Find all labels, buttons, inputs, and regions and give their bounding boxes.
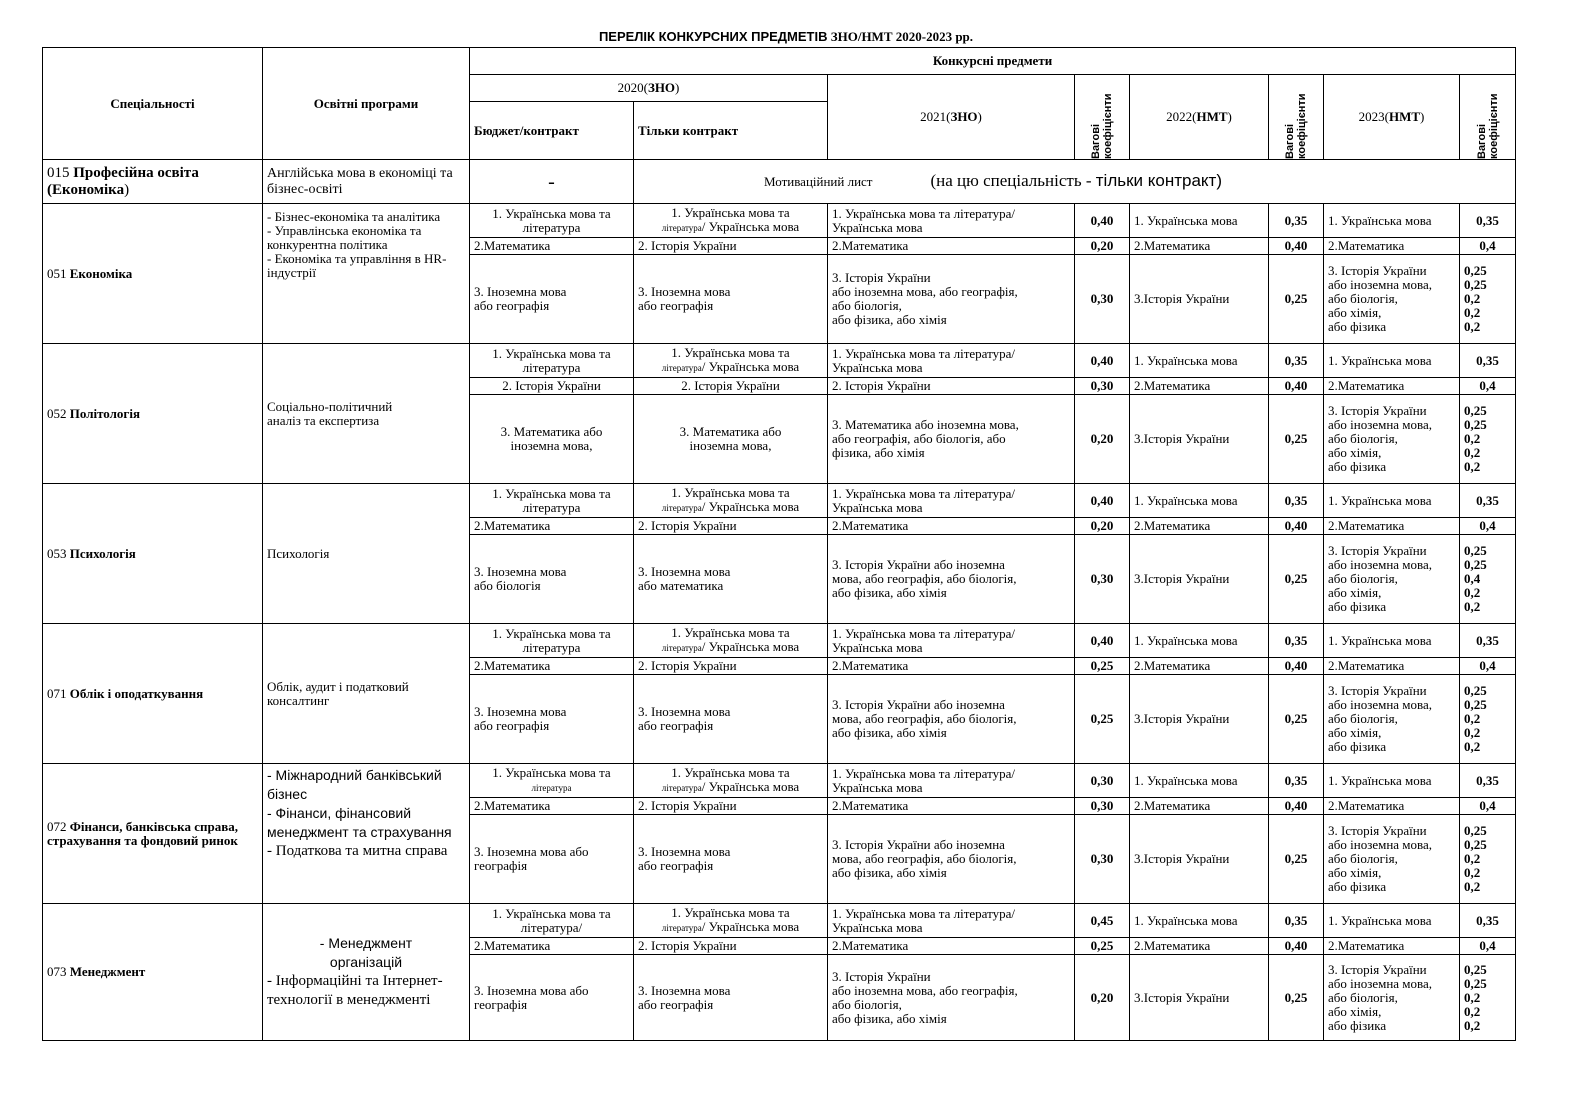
w2022-071-1: 0,35 bbox=[1269, 624, 1324, 658]
s2022-071-1: 1. Українська мова bbox=[1130, 624, 1269, 658]
s2022-073-2: 2.Математика bbox=[1130, 938, 1269, 955]
s2021-051-2: 2.Математика bbox=[828, 238, 1075, 255]
header-2020: 2020(ЗНО) bbox=[470, 75, 828, 102]
s2021-072-1: 1. Українська мова та література/ Українська мова bbox=[828, 764, 1075, 798]
w2023-071-1: 0,35 bbox=[1460, 624, 1516, 658]
w2022-052-1: 0,35 bbox=[1269, 344, 1324, 378]
w2023-071-2: 0,4 bbox=[1460, 658, 1516, 675]
w2021-073-1: 0,45 bbox=[1075, 904, 1130, 938]
w2023-052-3: 0,25 0,25 0,2 0,2 0,2 bbox=[1460, 395, 1516, 484]
row-071-subject-1 bbox=[43, 624, 1516, 658]
program-073: - Менеджмент організацій - Інформаційні та Інтернет-технології в менеджменті bbox=[263, 904, 470, 1041]
header-programs: Освітні програми bbox=[263, 48, 470, 160]
header-2023: 2023(НМТ) bbox=[1324, 75, 1460, 160]
s2020b-072-2: 2. Історія України bbox=[634, 798, 828, 815]
w2023-051-2: 0,4 bbox=[1460, 238, 1516, 255]
s2022-051-3: 3.Історія України bbox=[1130, 255, 1269, 344]
s2020a-073-1: 1. Українська мова та література/ bbox=[470, 904, 634, 938]
s2021-071-2: 2.Математика bbox=[828, 658, 1075, 675]
s2022-051-1: 1. Українська мова bbox=[1130, 204, 1269, 238]
s2022-053-2: 2.Математика bbox=[1130, 518, 1269, 535]
subjects-table bbox=[42, 47, 1516, 1041]
s2023-051-1: 1. Українська мова bbox=[1324, 204, 1460, 238]
w2022-051-2: 0,40 bbox=[1269, 238, 1324, 255]
s2020a-052-1: 1. Українська мова та література bbox=[470, 344, 634, 378]
w2022-052-3: 0,25 bbox=[1269, 395, 1324, 484]
s2022-052-3: 3.Історія України bbox=[1130, 395, 1269, 484]
s2023-053-2: 2.Математика bbox=[1324, 518, 1460, 535]
s2022-073-1: 1. Українська мова bbox=[1130, 904, 1269, 938]
w2023-073-2: 0,4 bbox=[1460, 938, 1516, 955]
s2020b-072-3: 3. Іноземна мова або географія bbox=[634, 815, 828, 904]
document-title bbox=[0, 29, 1572, 45]
w2023-052-2: 0,4 bbox=[1460, 378, 1516, 395]
s2021-052-3: 3. Математика або іноземна мова, або географія, або біологія, або фізика, або хімія bbox=[828, 395, 1075, 484]
w2022-073-3: 0,25 bbox=[1269, 955, 1324, 1041]
w2023-072-1: 0,35 bbox=[1460, 764, 1516, 798]
s2021-053-1: 1. Українська мова та література/ Українська мова bbox=[828, 484, 1075, 518]
title-bold: ПЕРЕЛІК КОНКУРСНИХ ПРЕДМЕТІВ bbox=[598, 29, 828, 44]
s2020b-071-2: 2. Історія України bbox=[634, 658, 828, 675]
program-052: Соціально-політичний аналіз та експертиза bbox=[263, 344, 470, 484]
s2022-072-1: 1. Українська мова bbox=[1130, 764, 1269, 798]
w2023-052-1: 0,35 bbox=[1460, 344, 1516, 378]
w2021-051-3: 0,30 bbox=[1075, 255, 1130, 344]
w2023-073-1: 0,35 bbox=[1460, 904, 1516, 938]
w2021-052-3: 0,20 bbox=[1075, 395, 1130, 484]
header-specialties: Спеціальності bbox=[43, 48, 263, 160]
s2020a-053-2: 2.Математика bbox=[470, 518, 634, 535]
s2020a-072-3: 3. Іноземна мова або географія bbox=[470, 815, 634, 904]
header-weights-2022: Вагові коефіцієнти bbox=[1269, 75, 1324, 160]
s2023-053-1: 1. Українська мова bbox=[1324, 484, 1460, 518]
specialty-053: 053 Психологія bbox=[43, 484, 263, 624]
w2023-072-3: 0,25 0,25 0,2 0,2 0,2 bbox=[1460, 815, 1516, 904]
s2021-051-1: 1. Українська мова та література/ Українська мова bbox=[828, 204, 1075, 238]
s2021-072-2: 2.Математика bbox=[828, 798, 1075, 815]
s2023-052-3: 3. Історія України або іноземна мова, або біологія, або хімія, або фізика bbox=[1324, 395, 1460, 484]
w2021-051-1: 0,40 bbox=[1075, 204, 1130, 238]
s2022-051-2: 2.Математика bbox=[1130, 238, 1269, 255]
s2023-051-2: 2.Математика bbox=[1324, 238, 1460, 255]
s2023-052-2: 2.Математика bbox=[1324, 378, 1460, 395]
s2020a-053-1: 1. Українська мова та література bbox=[470, 484, 634, 518]
w2022-051-1: 0,35 bbox=[1269, 204, 1324, 238]
row-052-subject-1 bbox=[43, 344, 1516, 378]
s2020b-071-3: 3. Іноземна мова або географія bbox=[634, 675, 828, 764]
program-015: Англійська мова в економіці та бізнес-освіті bbox=[263, 160, 470, 204]
w2023-053-1: 0,35 bbox=[1460, 484, 1516, 518]
s2022-052-1: 1. Українська мова bbox=[1130, 344, 1269, 378]
title-rest: ЗНО/НМТ 2020-2023 рр. bbox=[827, 29, 974, 44]
s2020a-073-2: 2.Математика bbox=[470, 938, 634, 955]
header-budget-contract: Бюджет/контракт bbox=[470, 102, 634, 160]
w2022-053-1: 0,35 bbox=[1269, 484, 1324, 518]
specialty-051: 051 Економіка bbox=[43, 204, 263, 344]
w2022-072-2: 0,40 bbox=[1269, 798, 1324, 815]
w2022-073-2: 0,40 bbox=[1269, 938, 1324, 955]
w2022-072-1: 0,35 bbox=[1269, 764, 1324, 798]
w2023-073-3: 0,25 0,25 0,2 0,2 0,2 bbox=[1460, 955, 1516, 1041]
motivation-letter: Мотиваційний лист (на цю спеціальність - тільки контракт) bbox=[634, 160, 1516, 204]
s2021-051-3: 3. Історія України або іноземна мова, або географія, або біологія, або фізика, або хімія bbox=[828, 255, 1075, 344]
w2022-052-2: 0,40 bbox=[1269, 378, 1324, 395]
header-competitive-subjects: Конкурсні предмети bbox=[470, 48, 1516, 75]
header-2022: 2022(НМТ) bbox=[1130, 75, 1269, 160]
s2022-073-3: 3.Історія України bbox=[1130, 955, 1269, 1041]
s2020b-052-3: 3. Математика або іноземна мова, bbox=[634, 395, 828, 484]
w2021-071-2: 0,25 bbox=[1075, 658, 1130, 675]
header-weights-2023: Вагові коефіцієнти bbox=[1460, 75, 1516, 160]
w2023-051-1: 0,35 bbox=[1460, 204, 1516, 238]
s2020b-051-2: 2. Історія України bbox=[634, 238, 828, 255]
w2021-053-1: 0,40 bbox=[1075, 484, 1130, 518]
s2020a-051-3: 3. Іноземна мова або географія bbox=[470, 255, 634, 344]
specialty-071: 071 Облік і оподаткування bbox=[43, 624, 263, 764]
s2021-052-1: 1. Українська мова та література/ Українська мова bbox=[828, 344, 1075, 378]
w2023-071-3: 0,25 0,25 0,2 0,2 0,2 bbox=[1460, 675, 1516, 764]
w2023-072-2: 0,4 bbox=[1460, 798, 1516, 815]
s2020a-073-3: 3. Іноземна мова або географія bbox=[470, 955, 634, 1041]
w2021-073-3: 0,20 bbox=[1075, 955, 1130, 1041]
w2021-073-2: 0,25 bbox=[1075, 938, 1130, 955]
s2020a-071-1: 1. Українська мова та література bbox=[470, 624, 634, 658]
program-071: Облік, аудит і податковий консалтинг bbox=[263, 624, 470, 764]
s2023-051-3: 3. Історія України або іноземна мова, або біологія, або хімія, або фізика bbox=[1324, 255, 1460, 344]
s2022-053-3: 3.Історія України bbox=[1130, 535, 1269, 624]
s2021-073-3: 3. Історія України або іноземна мова, або географія, або біологія, або фізика, або хімія bbox=[828, 955, 1075, 1041]
header-2021: 2021(ЗНО) bbox=[828, 75, 1075, 160]
row-015 bbox=[43, 160, 1516, 204]
row-053-subject-1 bbox=[43, 484, 1516, 518]
w2021-072-2: 0,30 bbox=[1075, 798, 1130, 815]
s2021-072-3: 3. Історія України або іноземна мова, або географія, або біологія, або фізика, або хімія bbox=[828, 815, 1075, 904]
w2021-072-3: 0,30 bbox=[1075, 815, 1130, 904]
s2020a-051-1: 1. Українська мова та література bbox=[470, 204, 634, 238]
s2021-071-3: 3. Історія України або іноземна мова, або географія, або біологія, або фізика, або хімія bbox=[828, 675, 1075, 764]
s2020a-051-2: 2.Математика bbox=[470, 238, 634, 255]
s2023-053-3: 3. Історія України або іноземна мова, або біологія, або хімія, або фізика bbox=[1324, 535, 1460, 624]
s2021-073-2: 2.Математика bbox=[828, 938, 1075, 955]
w2021-053-2: 0,20 bbox=[1075, 518, 1130, 535]
w2021-053-3: 0,30 bbox=[1075, 535, 1130, 624]
w2023-053-3: 0,25 0,25 0,4 0,2 0,2 bbox=[1460, 535, 1516, 624]
s2021-053-2: 2.Математика bbox=[828, 518, 1075, 535]
w2022-071-2: 0,40 bbox=[1269, 658, 1324, 675]
s2020a-052-3: 3. Математика або іноземна мова, bbox=[470, 395, 634, 484]
s2020b-073-3: 3. Іноземна мова або географія bbox=[634, 955, 828, 1041]
s2022-053-1: 1. Українська мова bbox=[1130, 484, 1269, 518]
w2022-073-1: 0,35 bbox=[1269, 904, 1324, 938]
s2020a-072-1: 1. Українська мова та література bbox=[470, 764, 634, 798]
s2020b-052-2: 2. Історія України bbox=[634, 378, 828, 395]
program-053: Психологія bbox=[263, 484, 470, 624]
s2020b-053-3: 3. Іноземна мова або математика bbox=[634, 535, 828, 624]
header-contract-only: Тільки контракт bbox=[634, 102, 828, 160]
budget-015: - bbox=[470, 160, 634, 204]
w2022-071-3: 0,25 bbox=[1269, 675, 1324, 764]
s2020b-073-2: 2. Історія України bbox=[634, 938, 828, 955]
w2023-053-2: 0,4 bbox=[1460, 518, 1516, 535]
s2023-073-1: 1. Українська мова bbox=[1324, 904, 1460, 938]
specialty-015: 015 Професійна освіта (Економіка) bbox=[43, 160, 263, 204]
s2022-071-3: 3.Історія України bbox=[1130, 675, 1269, 764]
s2023-072-3: 3. Історія України або іноземна мова, або біологія, або хімія, або фізика bbox=[1324, 815, 1460, 904]
s2020a-071-3: 3. Іноземна мова або географія bbox=[470, 675, 634, 764]
program-051: - Бізнес-економіка та аналітика - Управлінська економіка та конкурентна політика - Економіка та управління в HR-індустрії bbox=[263, 204, 470, 344]
s2021-052-2: 2. Історія України bbox=[828, 378, 1075, 395]
header-weights-2021: Вагові коефіцієнти bbox=[1075, 75, 1130, 160]
s2020b-053-2: 2. Історія України bbox=[634, 518, 828, 535]
s2021-053-3: 3. Історія України або іноземна мова, або географія, або біологія, або фізика, або хімія bbox=[828, 535, 1075, 624]
s2023-071-3: 3. Історія України або іноземна мова, або біологія, або хімія, або фізика bbox=[1324, 675, 1460, 764]
program-072: - Міжнародний банківський бізнес - Фінанси, фінансовий менеджмент та страхування - Податкова та митна справа bbox=[263, 764, 470, 904]
w2021-051-2: 0,20 bbox=[1075, 238, 1130, 255]
specialty-073: 073 Менеджмент bbox=[43, 904, 263, 1041]
row-072-subject-1 bbox=[43, 764, 1516, 798]
w2021-071-3: 0,25 bbox=[1075, 675, 1130, 764]
s2020b-051-3: 3. Іноземна мова або географія bbox=[634, 255, 828, 344]
s2020a-053-3: 3. Іноземна мова або біологія bbox=[470, 535, 634, 624]
row-073-subject-1 bbox=[43, 904, 1516, 938]
row-051-subject-1 bbox=[43, 204, 1516, 238]
w2022-072-3: 0,25 bbox=[1269, 815, 1324, 904]
w2023-051-3: 0,25 0,25 0,2 0,2 0,2 bbox=[1460, 255, 1516, 344]
w2022-053-3: 0,25 bbox=[1269, 535, 1324, 624]
s2021-073-1: 1. Українська мова та література/ Українська мова bbox=[828, 904, 1075, 938]
s2022-072-3: 3.Історія України bbox=[1130, 815, 1269, 904]
s2020a-071-2: 2.Математика bbox=[470, 658, 634, 675]
s2020a-072-2: 2.Математика bbox=[470, 798, 634, 815]
s2023-073-2: 2.Математика bbox=[1324, 938, 1460, 955]
s2022-071-2: 2.Математика bbox=[1130, 658, 1269, 675]
s2023-073-3: 3. Історія України або іноземна мова, або біологія, або хімія, або фізика bbox=[1324, 955, 1460, 1041]
w2021-052-1: 0,40 bbox=[1075, 344, 1130, 378]
specialty-072: 072 Фінанси, банківська справа, страхування та фондовий ринок bbox=[43, 764, 263, 904]
s2023-071-1: 1. Українська мова bbox=[1324, 624, 1460, 658]
s2022-052-2: 2.Математика bbox=[1130, 378, 1269, 395]
w2021-071-1: 0,40 bbox=[1075, 624, 1130, 658]
s2021-071-1: 1. Українська мова та література/ Українська мова bbox=[828, 624, 1075, 658]
s2020b-071-1: 1. Українська мова та література/ Українська мова bbox=[634, 624, 828, 658]
s2022-072-2: 2.Математика bbox=[1130, 798, 1269, 815]
s2023-072-1: 1. Українська мова bbox=[1324, 764, 1460, 798]
s2020b-052-1: 1. Українська мова та література/ Українська мова bbox=[634, 344, 828, 378]
s2020b-072-1: 1. Українська мова та література/ Українська мова bbox=[634, 764, 828, 798]
specialty-052: 052 Політологія bbox=[43, 344, 263, 484]
s2020a-052-2: 2. Історія України bbox=[470, 378, 634, 395]
s2020b-053-1: 1. Українська мова та література/ Українська мова bbox=[634, 484, 828, 518]
s2023-072-2: 2.Математика bbox=[1324, 798, 1460, 815]
s2020b-073-1: 1. Українська мова та література/ Українська мова bbox=[634, 904, 828, 938]
s2023-071-2: 2.Математика bbox=[1324, 658, 1460, 675]
header-row-1 bbox=[43, 48, 1516, 75]
w2022-053-2: 0,40 bbox=[1269, 518, 1324, 535]
w2022-051-3: 0,25 bbox=[1269, 255, 1324, 344]
s2020b-051-1: 1. Українська мова та література/ Українська мова bbox=[634, 204, 828, 238]
s2023-052-1: 1. Українська мова bbox=[1324, 344, 1460, 378]
w2021-072-1: 0,30 bbox=[1075, 764, 1130, 798]
w2021-052-2: 0,30 bbox=[1075, 378, 1130, 395]
